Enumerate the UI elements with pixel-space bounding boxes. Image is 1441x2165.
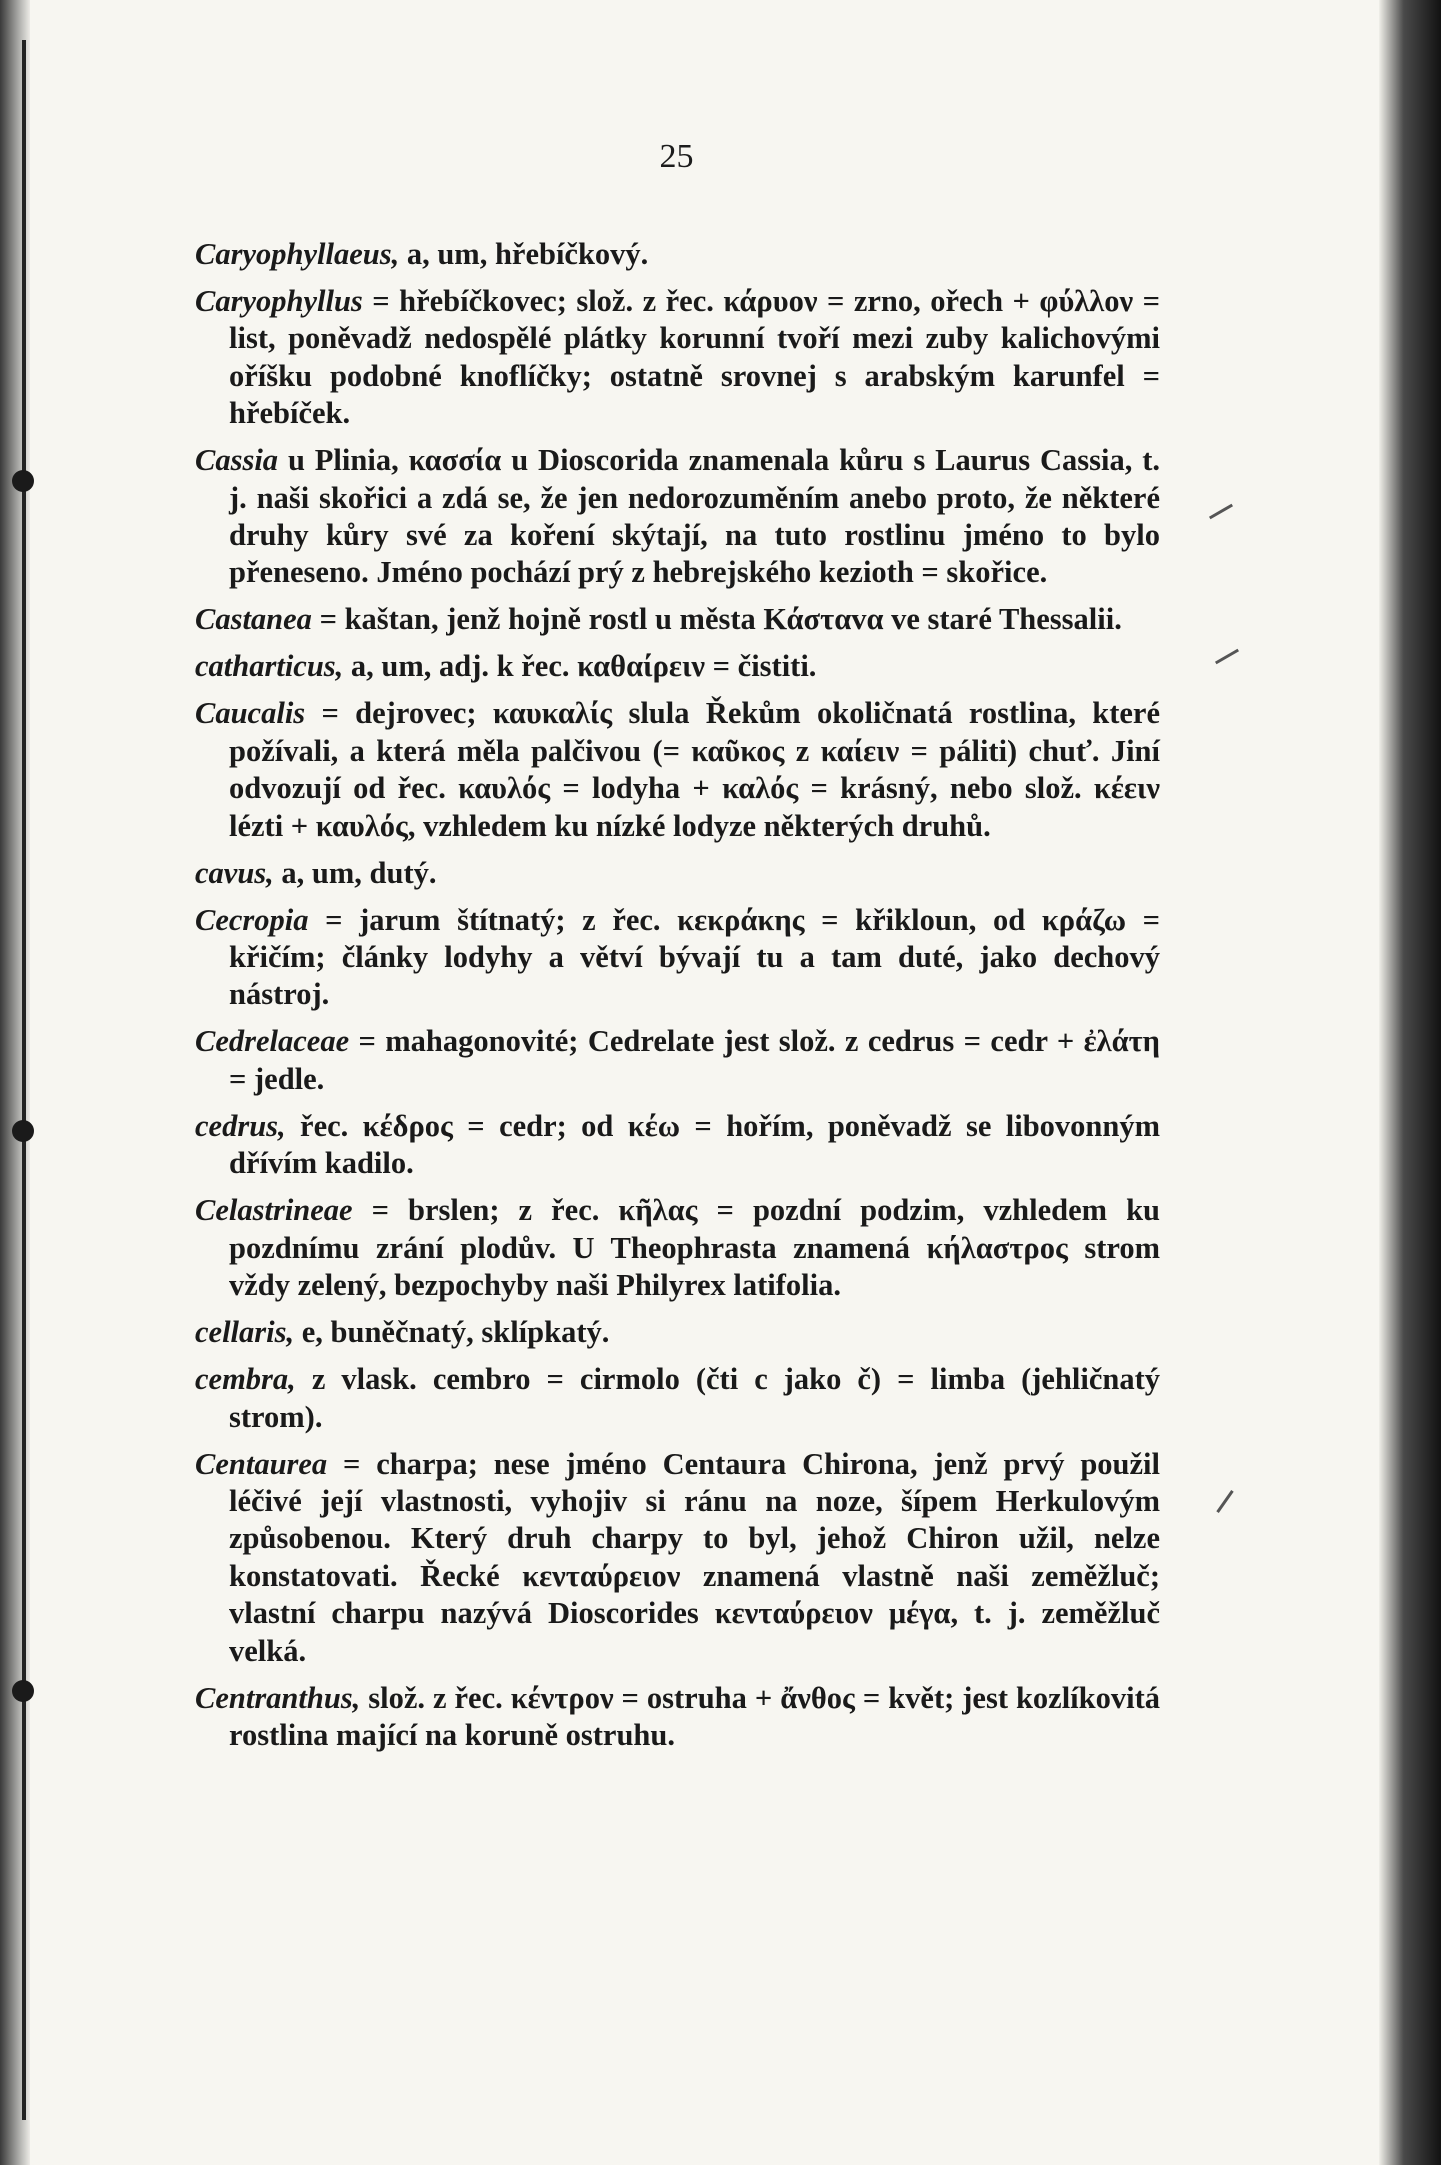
entry-headword: catharticus, [195, 649, 344, 684]
pencil-mark [1215, 649, 1239, 665]
entry-definition: = kaštan, jenž hojně rostl u města Κάσταvα ve staré Thessalii. [311, 602, 1122, 637]
entry-headword: cavus, [195, 855, 274, 890]
entry-headword: Castanea [195, 602, 312, 637]
dictionary-entry [195, 442, 1160, 592]
dictionary-entry [195, 695, 1160, 845]
entry-definition: z vlask. cembro = cirmolo (čti c jako č) = limba (jehličnatý strom). [229, 1362, 1160, 1434]
dictionary-entry [195, 902, 1160, 1014]
dictionary-entry [195, 1108, 1160, 1183]
pencil-mark [1216, 1490, 1233, 1513]
pencil-mark [1209, 504, 1233, 520]
entry-headword: Cedrelaceae [195, 1024, 350, 1059]
dictionary-entry [195, 601, 1160, 638]
entry-definition: e, buněčnatý, sklípkatý. [294, 1315, 610, 1350]
entry-definition: slož. z řec. κέντρον = ostruha + ἄνθος = květ; jest kozlíkovitá rostlina mající na koruně ostruhu. [229, 1680, 1160, 1752]
dictionary-entry [195, 1361, 1160, 1436]
entry-headword: Cassia [195, 443, 279, 478]
entry-headword: Centranthus, [195, 1680, 361, 1715]
dictionary-entry [195, 1314, 1160, 1351]
entry-definition: = brslen; z řec. κῆλας = pozdní podzim, vzhledem ku pozdnímu zrání plodův. U Theophrasta znamená κήλαστρος strom vždy zelený, bezpochyby naši Philyrex latifolia. [229, 1193, 1160, 1303]
entry-definition: = mahagonovité; Cedrelate jest slož. z cedrus = cedr + ἐλάτη = jedle. [229, 1024, 1160, 1096]
dictionary-entry [195, 283, 1160, 433]
entry-headword: Caryophyllus [195, 284, 363, 318]
dictionary-entry [195, 648, 1160, 685]
entry-definition: a, um, dutý. [273, 855, 437, 890]
entry-headword: Caryophyllaeus, [195, 237, 400, 271]
binding-edge-line [22, 40, 26, 2120]
dictionary-entry [195, 1023, 1160, 1098]
entry-definition: = hřebíčkovec; slož. z řec. κάρυον = zrno, ořech + φύλλον = list, poněvadž nedospělé plátky korunní tvoří mezi zuby kalichovými oříšku podobné knoflíčky; ostatně srovnej s arabským karunfel = hřebíček. [229, 284, 1160, 431]
entry-definition: u Plinia, κασσία u Dioscorida znamenala kůru s Laurus Cassia, t. j. naši skořici a zdá se, že jen nedorozuměním anebo proto, že některé druhy kůry své za koření skýtají, na tuto rostlinu jméno to bylo přeneseno. Jméno pochází prý z hebrejského kezioth = skořice. [229, 443, 1160, 590]
entry-definition: a, um, hřebíčkový. [399, 237, 649, 271]
entry-headword: Cecropia [195, 902, 309, 937]
entry-headword: cellaris, [195, 1315, 295, 1350]
entry-headword: cembra, [195, 1362, 296, 1397]
dictionary-entry [195, 855, 1160, 892]
entry-definition: = dejrovec; καυκαλίς slula Řekům okoličnatá rostlina, které požívali, a která měla palčivou (= καῦκος z καίειν = páliti) chuť. Jiní odvozují od řec. καυλός = lodyha + καλός = krásný, nebo slož. κέειν lézti + καυλός, vzhledem ku nízké lodyze některých druhů. [229, 696, 1160, 843]
entry-headword: Centaurea [195, 1446, 328, 1481]
entry-definition: = charpa; nese jméno Centaura Chirona, jenž prvý použil léčivé její vlastnosti, vyhojiv si ránu na noze, šípem Herkulovým způsobenou. Který druh charpy to byl, jehož Chiron užil, nelze konstatovati. Řecké κενταύρειον znamená vlastně naši zeměžluč; vlastní charpu nazývá Dioscorides κενταύρειον μέγα, t. j. zeměžluč velká. [229, 1446, 1160, 1668]
dictionary-entry [195, 1680, 1160, 1755]
dictionary-text [195, 236, 1160, 1764]
page-number: 25 [659, 138, 694, 175]
dictionary-entry [195, 1192, 1160, 1304]
entry-definition: = jarum štítnatý; z řec. κεκράκης = křikloun, od κράζω = křičím; články lodyhy a větví bývají tu a tam duté, jako dechový nástroj. [229, 902, 1160, 1012]
binding-mark [12, 470, 34, 492]
binding-mark [12, 1120, 34, 1142]
entry-definition: a, um, adj. k řec. καθαίρειν = čistiti. [343, 649, 817, 684]
entry-headword: cedrus, [195, 1108, 286, 1143]
dictionary-entry [195, 236, 1160, 273]
binding-mark [12, 1680, 34, 1702]
dictionary-entry [195, 1446, 1160, 1670]
page-right-shadow [1379, 0, 1441, 2165]
entry-headword: Celastrineae [195, 1193, 353, 1228]
entry-headword: Caucalis [195, 696, 306, 731]
entry-definition: řec. κέδρος = cedr; od κέω = hořím, poněvadž se libovonným dřívím kadilo. [229, 1108, 1160, 1181]
